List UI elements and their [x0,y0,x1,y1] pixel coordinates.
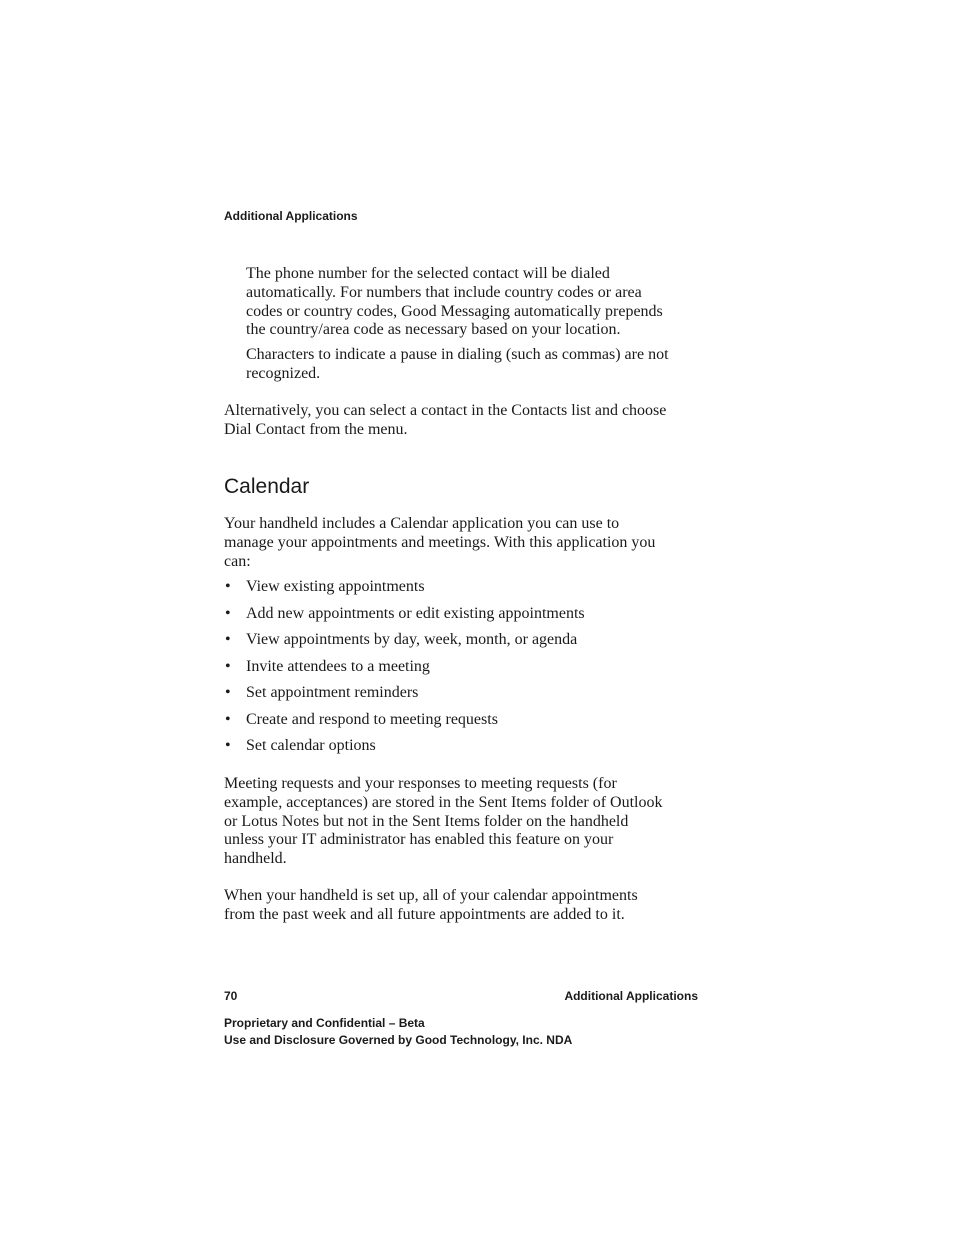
list-item [224,658,585,685]
text-line: The phone number for the selected contact will be dialed [246,265,610,282]
calendar-heading: Calendar [224,475,310,498]
bullet-icon: • [225,604,231,622]
text-line: the country/area code as necessary based on your location. [246,321,621,339]
text-line: automatically. For numbers that include country codes or area [246,283,642,301]
text-line: Meeting requests and your responses to meeting requests (for [224,775,617,792]
text-line: manage your appointments and meetings. With this application you [224,533,656,551]
text-line: Dial Contact from the menu. [224,420,408,438]
text-line: or Lotus Notes but not in the Sent Items folder on the handheld [224,812,629,830]
text-line: Alternatively, you can select a contact in the Contacts list and choose [224,402,667,419]
dial-note-paragraph [246,265,706,340]
running-header: Additional Applications [224,209,358,223]
list-item [224,737,585,764]
list-item-text: Set appointment reminders [246,684,419,701]
bullet-icon: • [225,684,231,701]
list-item [224,605,585,632]
text-line: from the past week and all future appointments are added to it. [224,905,625,923]
text-line: recognized. [246,364,321,382]
text-line: can: [224,552,251,570]
alternative-paragraph [224,402,704,440]
setup-paragraph [224,887,704,925]
legal-line: Proprietary and Confidential – Beta [224,1016,425,1030]
bullet-icon: • [225,631,231,648]
list-item-text: View appointments by day, week, month, or agenda [246,631,578,648]
text-line: codes or country codes, Good Messaging automatically prepends [246,302,663,320]
meeting-requests-paragraph [224,775,704,869]
text-line: Your handheld includes a Calendar application you can use to [224,515,620,532]
text-line: unless your IT administrator has enabled this feature on your [224,831,614,849]
text-line: handheld. [224,850,287,868]
text-line: When your handheld is set up, all of your calendar appointments [224,887,638,904]
legal-notice [224,1015,572,1048]
list-item [224,578,585,605]
text-line: Characters to indicate a pause in dialing (such as commas) are not [246,346,669,363]
list-item-text: View existing appointments [246,578,425,595]
list-item-text: Set calendar options [246,737,376,754]
calendar-intro-paragraph [224,515,704,571]
footer-section-title: Additional Applications [564,989,698,1003]
list-item-text: Add new appointments or edit existing appointments [246,604,585,622]
bullet-icon: • [225,710,231,728]
calendar-feature-list [224,578,585,764]
bullet-icon: • [225,578,231,595]
bullet-icon: • [225,737,231,754]
list-item [224,711,585,738]
pause-note-paragraph [246,346,706,384]
text-line: example, acceptances) are stored in the Sent Items folder of Outlook [224,793,663,811]
page-number: 70 [224,989,238,1003]
list-item [224,684,585,711]
page-footer [224,989,698,1003]
list-item [224,631,585,658]
list-item-text: Create and respond to meeting requests [246,710,498,728]
bullet-icon: • [225,657,231,675]
list-item-text: Invite attendees to a meeting [246,657,430,675]
legal-line: Use and Disclosure Governed by Good Technology, Inc. NDA [224,1032,573,1047]
